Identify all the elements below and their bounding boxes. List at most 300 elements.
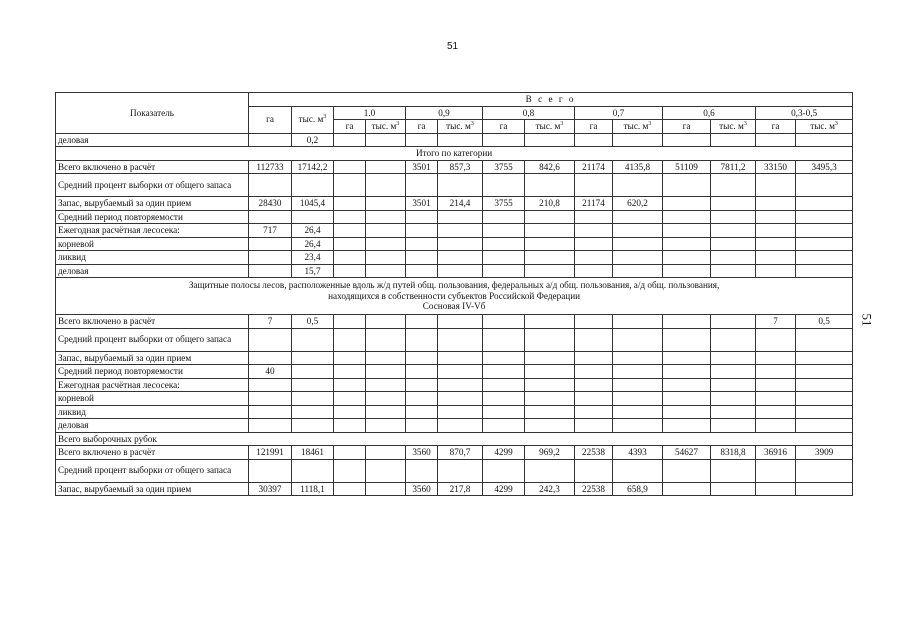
table-cell: 210,8 — [525, 197, 575, 211]
table-cell: 121991 — [249, 446, 292, 460]
table-cell — [525, 405, 575, 419]
table-cell — [438, 419, 483, 433]
table-cell — [525, 133, 575, 147]
table-cell — [366, 419, 406, 433]
table-cell — [525, 459, 575, 482]
table-row — [56, 174, 853, 197]
table-cell — [366, 197, 406, 211]
table-cell — [366, 133, 406, 147]
table-cell — [711, 237, 756, 251]
table-cell: 28430 — [249, 197, 292, 211]
table-cell — [366, 365, 406, 379]
table-cell: 54627 — [663, 446, 711, 460]
table-cell: 3755 — [483, 160, 525, 174]
subheader-ha: га — [575, 120, 613, 134]
header-thous-m3: тыс. $м^3$ — [292, 106, 334, 133]
table-cell — [249, 251, 292, 265]
table-cell — [249, 328, 292, 351]
table-cell — [796, 174, 853, 197]
table-cell — [334, 197, 366, 211]
table-row — [56, 392, 853, 406]
table-cell — [438, 174, 483, 197]
table-cell — [366, 237, 406, 251]
table-row — [56, 251, 853, 265]
table-cell — [334, 405, 366, 419]
table-cell — [292, 405, 334, 419]
section-heading — [56, 432, 853, 446]
table-cell — [756, 174, 796, 197]
table-cell: 969,2 — [525, 446, 575, 460]
table-cell — [292, 174, 334, 197]
row-label: Запас, вырубаемый за один прием — [56, 197, 249, 211]
table-cell — [663, 419, 711, 433]
header-density-group: 0,8 — [483, 106, 575, 120]
table-cell — [711, 174, 756, 197]
table-cell — [334, 459, 366, 482]
table-cell — [406, 133, 438, 147]
table-cell: 1118,1 — [292, 482, 334, 496]
forest-cutting-table — [55, 92, 853, 496]
table-cell — [711, 133, 756, 147]
table-cell: 4299 — [483, 482, 525, 496]
table-cell — [406, 224, 438, 238]
section-row — [56, 147, 853, 161]
table-cell — [292, 351, 334, 365]
table-cell — [292, 459, 334, 482]
table-cell — [525, 328, 575, 351]
table-cell — [292, 392, 334, 406]
header-total-group: В с е г о — [249, 93, 853, 107]
table-cell — [613, 315, 663, 329]
section-heading — [56, 147, 853, 161]
table-cell — [292, 419, 334, 433]
section-heading-line: Защитные полосы лесов, расположенные вдоль ж/д путей общ. пользования, федеральных а/д общ. пользования, а/д общ. пользования, — [188, 280, 720, 291]
table-cell — [366, 328, 406, 351]
table-cell — [292, 378, 334, 392]
table-cell — [334, 133, 366, 147]
table-cell — [525, 237, 575, 251]
table-row — [56, 459, 853, 482]
table-cell — [525, 392, 575, 406]
table-cell — [575, 328, 613, 351]
table-row — [56, 210, 853, 224]
table-cell — [613, 210, 663, 224]
table-cell — [438, 210, 483, 224]
table-cell: 33150 — [756, 160, 796, 174]
table-cell — [366, 264, 406, 278]
table-cell — [334, 174, 366, 197]
subheader-thous-m3: тыс. $м^3$ — [711, 120, 756, 134]
table-cell — [366, 315, 406, 329]
page-number-side: 51 — [859, 313, 875, 327]
header-ha: га — [249, 106, 292, 133]
table-cell — [438, 251, 483, 265]
table-cell — [334, 328, 366, 351]
table-row — [56, 197, 853, 211]
table-cell — [796, 251, 853, 265]
table-cell — [406, 405, 438, 419]
table-cell — [613, 224, 663, 238]
row-label: корневой — [56, 392, 249, 406]
table-cell — [756, 224, 796, 238]
table-cell — [406, 237, 438, 251]
row-label: Запас, вырубаемый за один прием — [56, 482, 249, 496]
table-cell: 26,4 — [292, 237, 334, 251]
table-row — [56, 405, 853, 419]
table-cell — [406, 315, 438, 329]
table-cell — [575, 237, 613, 251]
table-cell — [663, 392, 711, 406]
table-cell — [711, 264, 756, 278]
table-cell: 3560 — [406, 446, 438, 460]
table-cell — [334, 392, 366, 406]
table-cell — [663, 251, 711, 265]
table-cell — [525, 315, 575, 329]
table-cell — [756, 459, 796, 482]
section-heading-line: находящихся в собственности субъектов Российской Федерации — [328, 290, 581, 301]
table-cell — [575, 224, 613, 238]
table-cell — [796, 405, 853, 419]
table-cell — [663, 237, 711, 251]
header-density-group: 1.0 — [334, 106, 406, 120]
table-cell — [575, 315, 613, 329]
table-row — [56, 351, 853, 365]
subheader-thous-m3: тыс. $м^3$ — [525, 120, 575, 134]
table-cell — [613, 392, 663, 406]
table-cell — [613, 365, 663, 379]
table-cell — [334, 351, 366, 365]
table-cell — [711, 197, 756, 211]
table-cell — [711, 210, 756, 224]
table-cell — [334, 315, 366, 329]
table-cell — [334, 365, 366, 379]
table-cell: 18461 — [292, 446, 334, 460]
table-cell — [406, 174, 438, 197]
table-cell — [756, 405, 796, 419]
table-cell — [406, 351, 438, 365]
section-heading-line: Итого по категории — [415, 148, 493, 158]
table-row — [56, 365, 853, 379]
table-cell — [575, 405, 613, 419]
table-cell — [438, 328, 483, 351]
table-cell: 620,2 — [613, 197, 663, 211]
header-density-group: 0,9 — [406, 106, 483, 120]
table-cell — [249, 378, 292, 392]
table-cell — [756, 419, 796, 433]
table-cell — [525, 264, 575, 278]
row-label: Средний период повторяемости — [56, 365, 249, 379]
table-cell: 658,9 — [613, 482, 663, 496]
table-cell — [663, 210, 711, 224]
table-cell — [796, 328, 853, 351]
subheader-thous-m3: тыс. $м^3$ — [438, 120, 483, 134]
table-cell — [796, 197, 853, 211]
table-cell — [575, 392, 613, 406]
table-cell: 717 — [249, 224, 292, 238]
table-cell — [334, 210, 366, 224]
table-cell — [483, 237, 525, 251]
table-cell — [575, 174, 613, 197]
table-cell: 15,7 — [292, 264, 334, 278]
table-cell: 22538 — [575, 446, 613, 460]
table-cell — [575, 351, 613, 365]
row-label: Средний процент выборки от общего запаса — [56, 174, 249, 197]
table-cell — [525, 174, 575, 197]
table-cell: 857,3 — [438, 160, 483, 174]
table-row — [56, 237, 853, 251]
table-cell — [406, 365, 438, 379]
table-cell: 21174 — [575, 160, 613, 174]
table-cell — [483, 210, 525, 224]
table-cell — [438, 237, 483, 251]
table-cell — [756, 328, 796, 351]
table-cell — [613, 237, 663, 251]
table-cell — [483, 133, 525, 147]
table-cell — [575, 133, 613, 147]
table-cell — [292, 210, 334, 224]
table-cell: 7811,2 — [711, 160, 756, 174]
table-cell — [796, 378, 853, 392]
row-label: Средний период повторяемости — [56, 210, 249, 224]
row-label: ликвид — [56, 405, 249, 419]
table-cell: 112733 — [249, 160, 292, 174]
table-row — [56, 419, 853, 433]
table-cell — [711, 392, 756, 406]
header-indicator: Показатель — [56, 93, 249, 134]
table-cell — [663, 197, 711, 211]
table-cell — [483, 405, 525, 419]
table-cell — [613, 264, 663, 278]
table-cell — [663, 482, 711, 496]
table-cell: 3909 — [796, 446, 853, 460]
table-cell — [406, 328, 438, 351]
table-cell — [438, 264, 483, 278]
table-cell — [756, 237, 796, 251]
header-density-group: 0,6 — [663, 106, 756, 120]
table-cell — [334, 251, 366, 265]
table-cell — [613, 133, 663, 147]
table-cell: 4299 — [483, 446, 525, 460]
table-cell — [366, 210, 406, 224]
table-cell — [663, 459, 711, 482]
table-cell — [575, 251, 613, 265]
table-row — [56, 328, 853, 351]
table-cell: 0,5 — [796, 315, 853, 329]
table-row — [56, 378, 853, 392]
table-cell — [406, 210, 438, 224]
table-cell — [334, 446, 366, 460]
table-cell — [366, 378, 406, 392]
table-cell — [334, 482, 366, 496]
page-number-top: 51 — [446, 41, 459, 52]
table-cell — [483, 419, 525, 433]
table-cell — [575, 459, 613, 482]
table-cell — [249, 210, 292, 224]
table-cell — [406, 419, 438, 433]
table-cell — [663, 351, 711, 365]
table-cell — [483, 392, 525, 406]
table-cell — [613, 378, 663, 392]
table-cell — [366, 392, 406, 406]
table-cell — [366, 174, 406, 197]
table-cell — [756, 351, 796, 365]
table-cell: 7 — [249, 315, 292, 329]
table-cell — [756, 378, 796, 392]
row-label: ликвид — [56, 251, 249, 265]
table-cell — [711, 315, 756, 329]
table-cell: 0,5 — [292, 315, 334, 329]
row-label: Запас, вырубаемый за один прием — [56, 351, 249, 365]
subheader-ha: га — [483, 120, 525, 134]
table-cell — [525, 224, 575, 238]
table-cell — [334, 264, 366, 278]
table-cell: 870,7 — [438, 446, 483, 460]
table-cell — [334, 378, 366, 392]
table-cell: 3755 — [483, 197, 525, 211]
table-cell — [366, 459, 406, 482]
row-label: деловая — [56, 133, 249, 147]
table-cell — [711, 459, 756, 482]
table-cell — [525, 365, 575, 379]
row-label: Всего включено в расчёт — [56, 446, 249, 460]
table-cell — [438, 315, 483, 329]
row-label: Средний процент выборки от общего запаса — [56, 328, 249, 351]
table-cell — [711, 351, 756, 365]
table-cell: 17142,2 — [292, 160, 334, 174]
table-cell — [366, 446, 406, 460]
table-cell — [249, 392, 292, 406]
table-cell — [438, 459, 483, 482]
table-cell — [366, 351, 406, 365]
table-cell — [438, 365, 483, 379]
table-cell: 214,4 — [438, 197, 483, 211]
table-cell: 8318,8 — [711, 446, 756, 460]
row-label: Ежегодная расчётная лесосека: — [56, 224, 249, 238]
row-label: деловая — [56, 419, 249, 433]
table-cell — [406, 378, 438, 392]
table-cell — [711, 224, 756, 238]
table-cell: 4135,8 — [613, 160, 663, 174]
table-cell — [366, 251, 406, 265]
table-cell: 26,4 — [292, 224, 334, 238]
table-cell — [796, 237, 853, 251]
table-cell — [438, 224, 483, 238]
table-cell — [483, 351, 525, 365]
row-label: Средний процент выборки от общего запаса — [56, 459, 249, 482]
table-cell — [334, 237, 366, 251]
row-label: Всего включено в расчёт — [56, 315, 249, 329]
row-label: деловая — [56, 264, 249, 278]
table-cell — [483, 365, 525, 379]
table-cell — [796, 133, 853, 147]
subheader-ha: га — [756, 120, 796, 134]
table-cell — [796, 224, 853, 238]
table-cell — [525, 351, 575, 365]
table-cell: 23,4 — [292, 251, 334, 265]
table-cell — [663, 133, 711, 147]
table-cell — [406, 459, 438, 482]
table-cell — [756, 264, 796, 278]
table-cell — [663, 315, 711, 329]
row-label: Всего включено в расчёт — [56, 160, 249, 174]
table-cell — [366, 405, 406, 419]
table-cell — [796, 419, 853, 433]
table-cell — [483, 251, 525, 265]
table-cell — [663, 328, 711, 351]
table-cell — [292, 328, 334, 351]
table-cell — [796, 365, 853, 379]
table-cell — [711, 405, 756, 419]
table-cell — [711, 482, 756, 496]
table-cell: 40 — [249, 365, 292, 379]
table-row — [56, 482, 853, 496]
table-cell — [483, 459, 525, 482]
table-cell — [249, 351, 292, 365]
table-cell — [796, 351, 853, 365]
table-cell — [711, 328, 756, 351]
table-cell — [575, 264, 613, 278]
table-cell — [249, 237, 292, 251]
row-label: корневой — [56, 237, 249, 251]
table-cell — [438, 133, 483, 147]
table-cell — [249, 264, 292, 278]
table-row — [56, 160, 853, 174]
subheader-ha: га — [663, 120, 711, 134]
table-cell — [756, 197, 796, 211]
table-cell — [613, 251, 663, 265]
table-row — [56, 224, 853, 238]
section-heading-line: Сосновая IV-Vб — [422, 301, 486, 312]
table-cell — [575, 210, 613, 224]
table-cell — [613, 351, 663, 365]
table-cell — [756, 210, 796, 224]
table-cell — [613, 459, 663, 482]
table-cell — [796, 210, 853, 224]
table-cell — [292, 365, 334, 379]
table-cell — [525, 419, 575, 433]
table-cell — [756, 392, 796, 406]
table-cell — [249, 133, 292, 147]
table-cell — [438, 378, 483, 392]
table-cell — [334, 224, 366, 238]
table-cell — [613, 419, 663, 433]
table-cell — [483, 264, 525, 278]
table-cell — [483, 328, 525, 351]
table-cell — [525, 378, 575, 392]
table-cell — [438, 351, 483, 365]
table-cell: 7 — [756, 315, 796, 329]
table-cell — [334, 160, 366, 174]
table-cell — [663, 174, 711, 197]
table-cell — [613, 405, 663, 419]
table-cell: 0,2 — [292, 133, 334, 147]
table-cell: 22538 — [575, 482, 613, 496]
table-cell: 3495,3 — [796, 160, 853, 174]
table-cell — [438, 405, 483, 419]
table-cell: 242,3 — [525, 482, 575, 496]
table-cell — [711, 378, 756, 392]
table-cell — [525, 210, 575, 224]
table-row — [56, 315, 853, 329]
table-cell — [438, 392, 483, 406]
table-cell — [756, 482, 796, 496]
table-cell — [796, 459, 853, 482]
table-cell — [334, 419, 366, 433]
table-cell: 217,8 — [438, 482, 483, 496]
table-cell — [406, 251, 438, 265]
table-cell — [796, 392, 853, 406]
table-cell — [756, 365, 796, 379]
